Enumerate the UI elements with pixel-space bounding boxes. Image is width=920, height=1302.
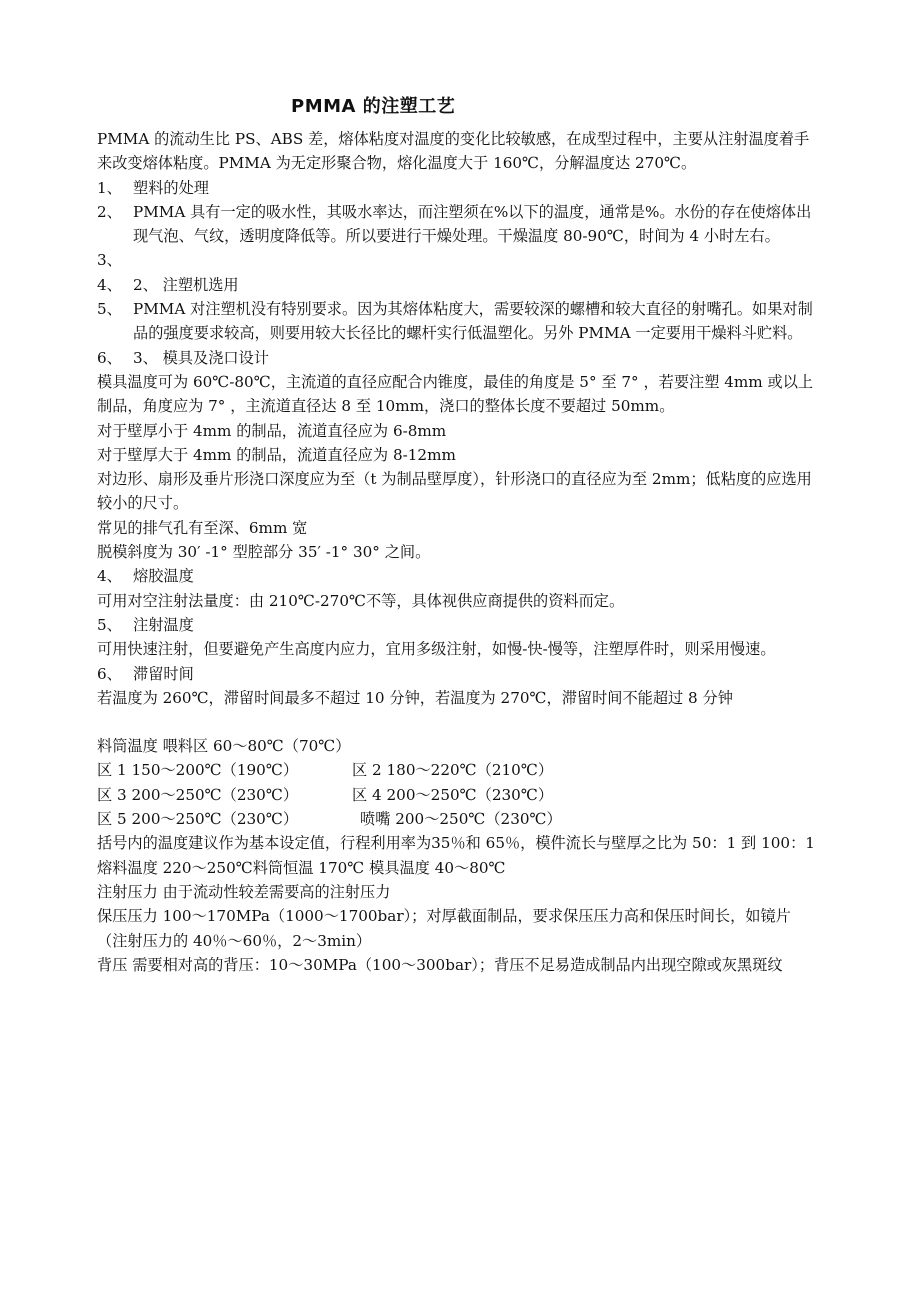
- mold-paragraph: 对于壁厚大于 4mm 的制品，流道直径应为 8-12mm: [97, 445, 456, 464]
- section-heading: [97, 564, 819, 588]
- section-number: 5、: [97, 615, 122, 634]
- melt-temp-line: 熔料温度 220～250℃料筒恒温 170℃ 模具温度 40～80℃: [97, 858, 506, 877]
- list-number: 5、: [97, 300, 122, 319]
- intro-paragraph: PMMA 的流动生比 PS、ABS 差，熔体粘度对温度的变化比较敏感，在成型过程中，主要从注射温度着手来改变熔体粘度。PMMA 为无定形聚合物，熔化温度大于 160℃，分解温度达 270℃。: [97, 130, 810, 173]
- list-item: [97, 297, 819, 346]
- list-text: 2、 注塑机选用: [133, 275, 239, 294]
- blank-line: [97, 710, 819, 734]
- list-number: 4、: [97, 275, 122, 294]
- section-heading: [97, 613, 819, 637]
- back-pressure-line: 背压 需要相对高的背压：10～30MPa（100～300bar）；背压不足易造成制品内出现空隙或灰黑斑纹: [97, 955, 783, 974]
- list-item: [97, 176, 819, 200]
- barrel-temp-line: 料筒温度 喂料区 60～80℃（70℃）: [97, 737, 351, 756]
- document-title: PMMA 的注塑工艺: [291, 96, 456, 117]
- zone-cell: 区 3 200～250℃（230℃）: [97, 785, 299, 804]
- mold-paragraph: 脱模斜度为 30′ -1° 型腔部分 35′ -1° 30° 之间。: [97, 543, 431, 562]
- list-number: 2、: [97, 202, 122, 221]
- mold-paragraph: 常见的排气孔有至深、6mm 宽: [97, 518, 308, 537]
- section-paragraph: 若温度为 260℃，滞留时间最多不超过 10 分钟，若温度为 270℃，滞留时间不能超过 8 分钟: [97, 688, 733, 707]
- list-item: [97, 248, 819, 272]
- list-number: 3、: [97, 251, 122, 270]
- zone-cell: 喷嘴 200～250℃（230℃）: [360, 810, 562, 829]
- mold-paragraph: 对于壁厚小于 4mm 的制品，流道直径应为 6-8mm: [97, 421, 447, 440]
- zone-cell: 区 2 180～220℃（210℃）: [352, 761, 554, 780]
- list-text: 塑料的处理: [133, 178, 209, 197]
- list-text: 3、 模具及浇口设计: [133, 348, 269, 367]
- zone-cell: 区 4 200～250℃（230℃）: [352, 785, 554, 804]
- section-title: 滞留时间: [133, 664, 194, 683]
- list-item: [97, 200, 819, 249]
- mold-paragraph: 模具温度可为 60℃-80℃，主流道的直径应配合内锥度，最佳的角度是 5° 至 7° ，若要注塑 4mm 或以上制品，角度应为 7° ，主流道直径达 8 至 10mm，浇口的整体长度不要超过 50mm。: [97, 372, 814, 416]
- list-item: [97, 346, 819, 370]
- zone-cell: 区 5 200～250℃（230℃）: [97, 810, 299, 829]
- zone-row: [97, 783, 819, 807]
- zone-row: [97, 758, 819, 782]
- setting-note: 括号内的温度建议作为基本设定值，行程利用率为35％和 65％，模件流长与壁厚之比为 50：1 到 100：1: [97, 834, 815, 853]
- list-text: PMMA 具有一定的吸水性，其吸水率达，而注塑须在%以下的温度，通常是%。水份的存在使熔体出现气泡、气纹，透明度降低等。所以要进行干燥处理。干燥温度 80-90℃，时间为 4 小时左右。: [133, 202, 812, 246]
- section-title: 熔胶温度: [133, 567, 194, 586]
- list-number: 6、: [97, 348, 122, 367]
- list-text: PMMA 对注塑机没有特别要求。因为其熔体粘度大，需要较深的螺槽和较大直径的射嘴孔。如果对制品的强度要求较高，则要用较大长径比的螺杆实行低温塑化。另外 PMMA 一定要用干燥料斗贮料。: [133, 300, 813, 343]
- zone-cell: 区 1 150～200℃（190℃）: [97, 761, 299, 780]
- holding-pressure-line: 保压压力 100～170MPa（1000～1700bar）；对厚截面制品，要求保压压力高和保压时间长，如镜片（注射压力的 40％～60％，2～3min）: [97, 907, 791, 950]
- document-body: [97, 127, 819, 977]
- injection-pressure-line: 注射压力 由于流动性较差需要高的注射压力: [97, 882, 391, 901]
- list-text: [133, 248, 819, 272]
- section-number: 4、: [97, 567, 122, 586]
- section-title: 注射温度: [133, 615, 194, 634]
- list-item: [97, 273, 819, 297]
- mold-paragraph: 对边形、扇形及垂片形浇口深度应为至（t 为制品壁厚度），针形浇口的直径应为至 2mm；低粘度的应选用较小的尺寸。: [97, 470, 812, 513]
- section-number: 6、: [97, 664, 122, 683]
- section-paragraph: 可用快速注射，但要避免产生高度内应力，宜用多级注射，如慢-快-慢等，注塑厚件时，则采用慢速。: [97, 640, 776, 659]
- section-paragraph: 可用对空注射法量度：由 210℃-270℃不等，具体视供应商提供的资料而定。: [97, 591, 625, 610]
- section-heading: [97, 662, 819, 686]
- zone-row: [97, 807, 819, 831]
- list-number: 1、: [97, 178, 122, 197]
